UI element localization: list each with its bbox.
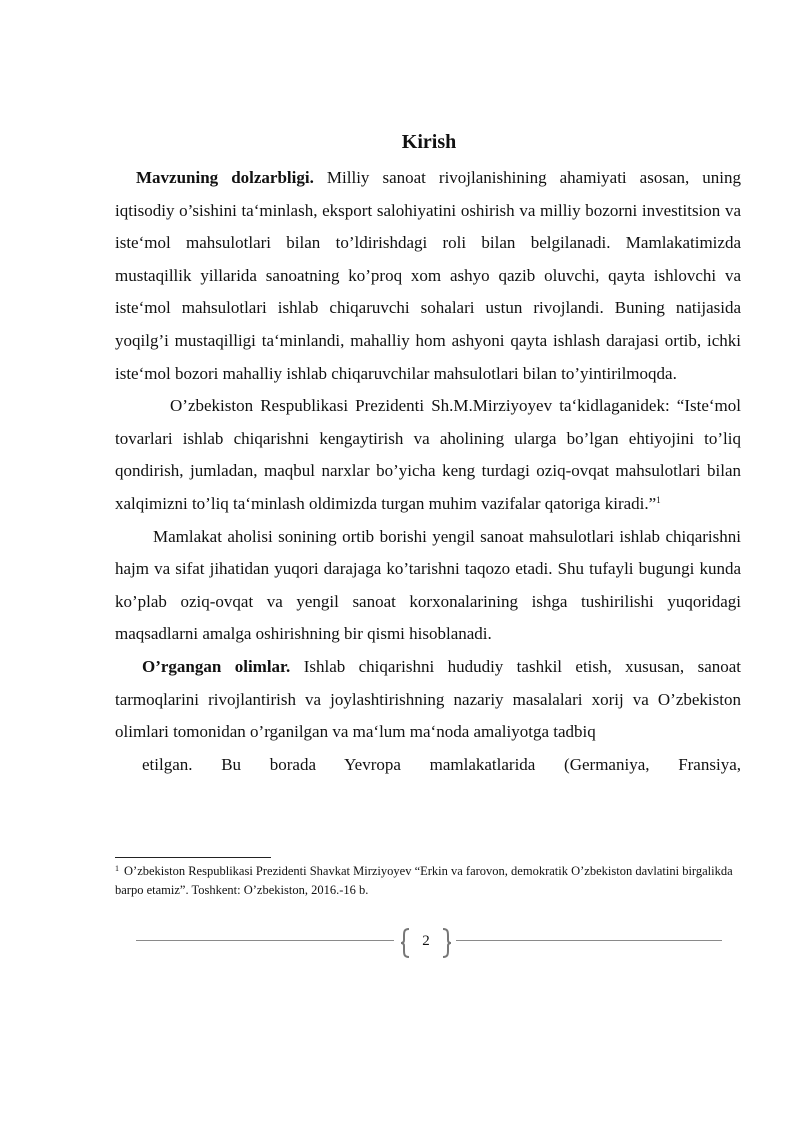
- page-title: Kirish: [401, 131, 457, 153]
- footnote-number: 1: [115, 864, 119, 873]
- paragraph-text-scholars: Ishlab chiqarishni hududiy tashkil etish, xususan, sanoat tarmoqlarini rivojlantirish va joylashtirishning nazariy masalalari xorij va O’zbekiston olimlari tomonidan o’rganilgan va ma‘lum ma‘noda amaliyotga tadbiq: [115, 656, 742, 742]
- footnote-separator: [115, 857, 271, 858]
- paragraph-scholars: [115, 651, 741, 781]
- footnote: [115, 862, 741, 900]
- page-number-box: [400, 926, 452, 960]
- paragraph-text-quote: O’zbekiston Respublikasi Prezidenti Sh.M.Mirziyoyev ta‘kidlaganidek: “Iste‘mol tovarlari ishlab chiqarishni kengaytirish va aholining ularga bo’lgan ehtiyojini to’liq qondirish, jumladan, maqbul narxlar bo’yicha keng turdagi oziq-ovqat mahsulotlari bilan xalqimizni to’liq ta‘minlash oldimizda turgan muhim vazifalar qatoriga kiradi.”: [115, 396, 741, 513]
- paragraph-text-relevance: Milliy sanoat rivojlanishining ahamiyati asosan, uning iqtisodiy o’sishini ta‘minlash, eksport salohiyatini oshirish va milliy bozorni investitsion va iste‘mol mahsulotlari bilan to’ldirishdagi roli bilan belgilanadi. Mamlakatimizda mustaqillik yillarida sanoatning ko’proq xom ashyo qazib oluvchi, qayta ishlovchi va iste‘mol mahsulotlari ishlab chiqaruvchi sohalari ustun rivojlandi. Buning natijasida yoqilg’i mustaqilligi ta‘minlandi, mahalliy hom ashyoni qayta ishlash darajasi ortib, ichki iste‘mol bozori mahalliy ishlab chiqaruvchilar mahsulotlari bilan to’yintirilmoqda.: [115, 168, 741, 383]
- body-text: [115, 162, 741, 781]
- paragraph-lead-scholars: O’rgangan olimlar.: [142, 656, 291, 676]
- paragraph-text-population: Mamlakat aholisi sonining ortib borishi yengil sanoat mahsulotlari ishlab chiqarishni hajm va sifat jihatidan yuqori darajaga ko’tarishni taqozo etadi. Shu tufayli bugungi kunda ko’plab oziq-ovqat va yengil sanoat korxonalarining ishga tushirilishi yuqoridagi maqsadlarni amalga oshirishning bir qismi hisoblanadi.: [115, 526, 741, 644]
- footer-rule-right: [456, 940, 722, 941]
- footer-rule-left: [136, 940, 394, 941]
- paragraph-relevance: [115, 162, 741, 390]
- page-number: 2: [422, 933, 430, 949]
- paragraph-president-quote: [115, 390, 741, 520]
- footnote-reference[interactable]: 1: [656, 494, 661, 505]
- paragraph-last-line-scholars: etilgan. Bu borada Yevropa mamlakatlarida (Germaniya, Fransiya,: [142, 754, 741, 774]
- paragraph-population: [115, 521, 741, 651]
- footnote-text: O’zbekiston Respublikasi Prezidenti Shavkat Mirziyoyev “Erkin va farovon, demokratik O’zbekiston davlatini birgalikda barpo etamiz”. Toshkent: O’zbekiston, 2016.-16 b.: [115, 864, 733, 897]
- paragraph-lead-relevance: Mavzuning dolzarbligi.: [136, 168, 314, 187]
- page-footer: [136, 922, 722, 962]
